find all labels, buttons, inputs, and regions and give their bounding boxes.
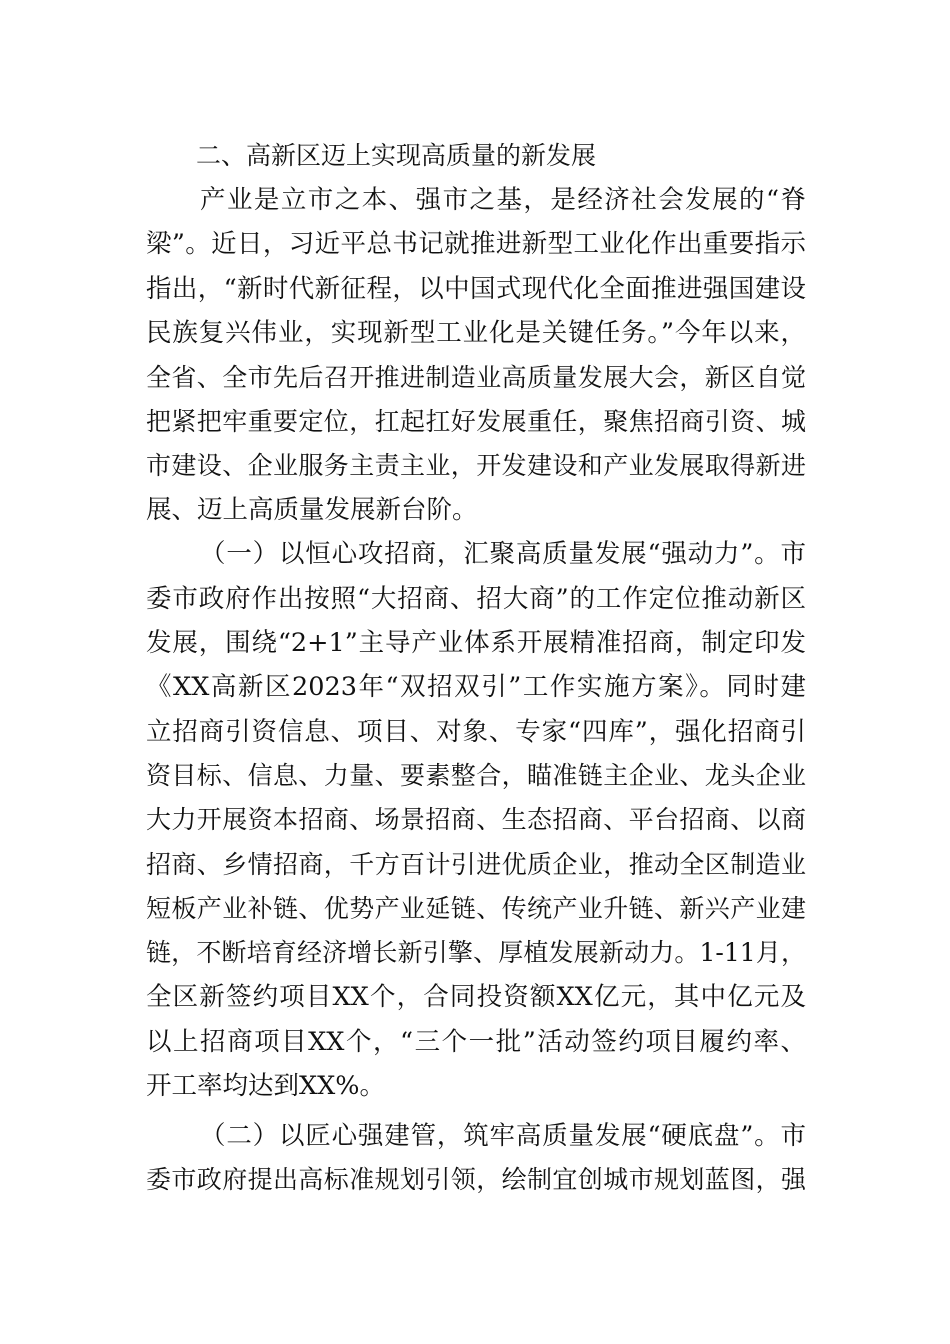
paragraph-2-line-2: 委市政府作出按照“大招商、招大商”的工作定位推动新区 — [146, 584, 806, 614]
paragraph-1-line-5: 全省、全市先后召开推进制造业高质量发展大会，新区自觉 — [146, 363, 806, 392]
paragraph-1-line-2: 梁”。近日，习近平总书记就推进新型工业化作出重要指示 — [146, 229, 806, 259]
paragraph-2-line-12: 以上招商项目XX个，“三个一批”活动签约项目履约率、 — [146, 1027, 806, 1057]
paragraph-1-line-4: 民族复兴伟业，实现新型工业化是关键任务。”今年以来， — [146, 318, 806, 348]
paragraph-1-line-1: 产业是立市之本、强市之基，是经济社会发展的“脊 — [200, 185, 806, 215]
paragraph-2-line-10: 链，不断培育经济增长新引擎、厚植发展新动力。1-11月， — [146, 938, 806, 967]
paragraph-1-line-7: 市建设、企业服务主责主业，开发建设和产业发展取得新进 — [146, 451, 806, 480]
paragraph-3-line-1: （二）以匠心强建管，筑牢高质量发展“硬底盘”。市 — [200, 1121, 806, 1151]
paragraph-3-line-2: 委市政府提出高标准规划引领，绘制宜创城市规划蓝图，强 — [146, 1165, 806, 1194]
paragraph-2-line-3: 发展，围绕“2+1”主导产业体系开展精准招商，制定印发 — [146, 628, 806, 658]
paragraph-2-line-8: 招商、乡情招商，千方百计引进优质企业，推动全区制造业 — [146, 850, 806, 879]
paragraph-2-line-11: 全区新签约项目XX个，合同投资额XX亿元，其中亿元及 — [146, 982, 806, 1012]
paragraph-2-line-4: 《XX高新区2023年“双招双引”工作实施方案》。同时建 — [146, 672, 806, 702]
paragraph-2-line-1: （一）以恒心攻招商，汇聚高质量发展“强动力”。市 — [200, 539, 806, 569]
paragraph-1-line-3: 指出，“新时代新征程，以中国式现代化全面推进强国建设 — [146, 274, 806, 304]
paragraph-1-line-6: 把紧把牢重要定位，扛起扛好发展重任，聚焦招商引资、城 — [146, 407, 806, 436]
paragraph-2-line-6: 资目标、信息、力量、要素整合，瞄准链主企业、龙头企业 — [146, 761, 806, 790]
paragraph-2-line-5: 立招商引资信息、项目、对象、专家“四库”，强化招商引 — [146, 717, 806, 747]
paragraph-2-line-9: 短板产业补链、优势产业延链、传统产业升链、新兴产业建 — [146, 894, 806, 923]
paragraph-2-line-13: 开工率均达到XX%。 — [146, 1071, 386, 1101]
paragraph-2-line-7: 大力开展资本招商、场景招商、生态招商、平台招商、以商 — [146, 805, 806, 834]
section-heading: 二、高新区迈上实现高质量的新发展 — [196, 141, 597, 170]
paragraph-1-line-8: 展、迈上高质量发展新台阶。 — [146, 495, 478, 525]
